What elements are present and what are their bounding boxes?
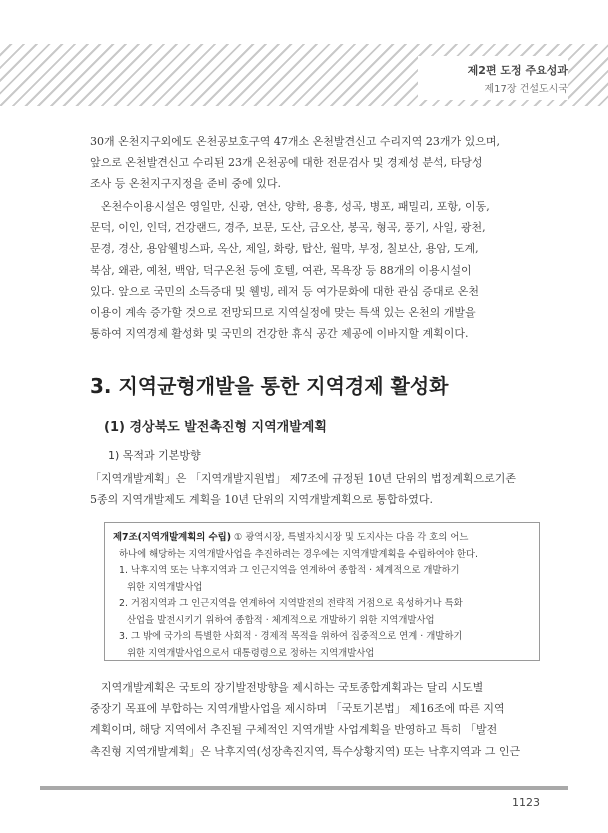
paragraph-plan-intro xyxy=(90,468,540,510)
subsection-heading: (1) 경상북도 발전촉진형 지역개발계획 xyxy=(104,420,327,435)
text-line: 온천수이용시설은 영일만, 신광, 연산, 양학, 용흥, 성곡, 병포, 패밀리, 포항, 이동, xyxy=(101,200,490,213)
law-article-text: ① 광역시장, 특별자치시장 및 도지사는 다음 각 호의 어느 xyxy=(230,532,469,543)
law-article-box xyxy=(104,522,540,661)
text-line: 중장기 목표에 부합하는 지역개발사업을 제시하며 「국토기본법」 제16조에 따른 지역 xyxy=(90,702,505,716)
text-line: 30개 온천지구외에도 온천공보호구역 47개소 온천발견신고 수리지역 23개가 있으며, xyxy=(90,135,500,148)
text-line: 조사 등 온천지구지정을 준비 중에 있다. xyxy=(90,177,281,191)
law-item: 1. 낙후지역 또는 낙후지역과 그 인근지역을 연계하여 종합적 · 체계적으로 개발하기 xyxy=(119,565,460,576)
paragraph-onsen-districts xyxy=(90,131,540,195)
text-line: 지역개발계획은 국토의 장기발전방향을 제시하는 국토종합계획과는 달리 시도별 xyxy=(101,681,484,694)
law-item-continuation: 위한 지역개발사업으로서 대통령령으로 정하는 지역개발사업 xyxy=(127,647,375,659)
law-article-continuation: 하나에 해당하는 지역개발사업을 추진하려는 경우에는 지역개발계획을 수립하여야 한다. xyxy=(119,548,478,560)
text-line: 5종의 지역개발제도 계획을 10년 단위의 지역개발계획으로 통합하였다. xyxy=(90,493,433,507)
chapter-title: 제17장 건설도시국 xyxy=(484,84,568,95)
text-line: 「지역개발계획」은 「지역개발지원법」 제7조에 규정된 10년 단위의 법정계획으로기존 xyxy=(90,472,517,485)
law-item: 2. 거점지역과 그 인근지역을 연계하여 지역발전의 전략적 거점으로 육성하거나 특화 xyxy=(119,598,463,609)
running-header xyxy=(418,56,568,100)
page-number: 1123 xyxy=(512,796,540,809)
law-item-continuation: 산업을 발전시키기 위하여 종합적 · 체계적으로 개발하기 위한 지역개발사업 xyxy=(127,614,435,626)
law-article-label: 제7조(지역개발계획의 수립) xyxy=(113,532,231,543)
text-line: 앞으로 온천발견신고 수리된 23개 온천공에 대한 전문검사 및 경제성 분석, 타당성 xyxy=(90,156,483,170)
text-line: 문덕, 이인, 인덕, 건강랜드, 경주, 보문, 도산, 금오산, 봉곡, 형곡, 풍기, 사일, 광천, xyxy=(90,221,486,235)
law-item-continuation: 위한 지역개발사업 xyxy=(127,581,203,593)
text-line: 통하여 지역경제 활성화 및 국민의 건강한 휴식 공간 제공에 이바지할 계획이다. xyxy=(90,327,469,341)
text-line: 촉진형 지역개발계획」은 낙후지역(성장촉진지역, 특수상황지역) 또는 낙후지역과 그 인근 xyxy=(90,744,521,758)
part-title: 제2편 도정 주요성과 xyxy=(467,64,568,77)
text-line: 계획이며, 해당 지역에서 추진될 구체적인 지역개발 사업계획을 반영하고 특히 「발전 xyxy=(90,723,498,737)
paragraph-plan-details xyxy=(90,677,540,762)
text-line: 문경, 경산, 용암웰빙스파, 옥산, 제일, 화랑, 탑산, 월막, 부정, 칠보산, 용암, 도계, xyxy=(90,242,479,256)
subsubsection-heading: 1) 목적과 기본방향 xyxy=(108,449,201,462)
law-item: 3. 그 밖에 국가의 특별한 사회적 · 경제적 목적을 위하여 집중적으로 연계 · 개발하기 xyxy=(119,631,463,642)
law-article-line xyxy=(113,530,531,547)
paragraph-onsen-facilities xyxy=(90,196,540,344)
text-line: 북삼, 왜관, 예천, 백암, 덕구온천 등에 호텔, 여관, 목욕장 등 88개의 이용시설이 xyxy=(90,263,472,277)
text-line: 있다. 앞으로 국민의 소득증대 및 웰빙, 레저 등 여가문화에 대한 관심 증대로 온천 xyxy=(90,284,479,298)
section-heading: 3. 지역균형개발을 통한 지역경제 활성화 xyxy=(90,374,449,398)
text-line: 이용이 계속 증가할 것으로 전망되므로 지역실정에 맞는 특색 있는 온천의 개발을 xyxy=(90,306,476,320)
footer-rule xyxy=(40,786,568,790)
